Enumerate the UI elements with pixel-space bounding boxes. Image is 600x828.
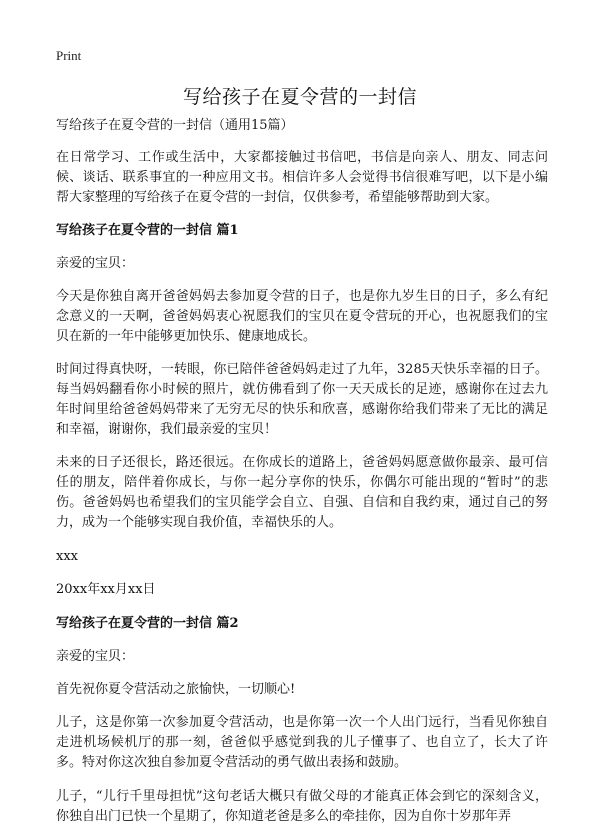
document-body [56, 116, 548, 827]
section-1-paragraph-2: 时间过得真快呀，一转眼，你已陪伴爸爸妈妈走过了九年，3285天快乐幸福的日子。每当妈妈翻看你小时候的照片，就仿佛看到了你一天天成长的足迹，感谢你在过去九年时间里给爸爸妈妈带来了无穷无尽的快乐和欣喜，感谢你给我们带来了无比的满足和幸福，谢谢你，我们最亲爱的宝贝！ [56, 362, 548, 437]
document-subtitle: 写给孩子在夏令营的一封信（通用15篇） [56, 118, 294, 133]
document-title: 写给孩子在夏令营的一封信 [182, 86, 417, 108]
section-1-greeting: 亲爱的宝贝： [56, 256, 135, 271]
section-2-paragraph-2: 儿子，这是你第一次参加夏令营活动，也是你第一次一个人出门远行，当看见你独自走进机场候机厅的那一刻，爸爸似乎感觉到我的儿子懂事了、也自立了，长大了许多。特对你这次独自参加夏令营活动的勇气做出表扬和鼓励。 [56, 715, 548, 770]
intro-paragraph: 在日常学习、工作或生活中，大家都接触过书信吧，书信是向亲人、朋友、同志问候、谈话、联系事宜的一种应用文书。相信许多人会觉得书信很难写吧，以下是小编帮大家整理的写给孩子在夏令营的一封信，仅供参考，希望能够帮助到大家。 [56, 150, 548, 205]
section-2-paragraph-3: 儿子，“儿行千里母担忧”这句老话大概只有做父母的才能真正体会到它的深刻含义，你独自出门已快一个星期了，你知道老爸是多么的牵挂你，因为自你十岁那年弄 [56, 789, 548, 824]
section-1-paragraph-1: 今天是你独自离开爸爸妈妈去参加夏令营的日子，也是你九岁生日的日子，多么有纪念意义的一天啊，爸爸妈妈衷心祝愿我们的宝贝在夏令营玩的开心，也祝愿我们的宝贝在新的一年中能够更加快乐、健康地成长。 [56, 289, 548, 344]
section-1-paragraph-3: 未来的日子还很长，路还很远。在你成长的道路上，爸爸妈妈愿意做你最亲、最可信任的朋友，陪伴着你成长，与你一起分享你的快乐，你偶尔可能出现的“暂时”的悲伤。爸爸妈妈也希望我们的宝贝能学会自立、自强、自信和自我约束，通过自己的努力，成为一个能够实现自我价值，幸福快乐的人。 [56, 455, 548, 530]
section-heading-1: 写给孩子在夏令营的一封信 篇1 [56, 223, 239, 238]
section-1-date: 20xx年xx月xx日 [56, 582, 156, 597]
section-2-greeting: 亲爱的宝贝： [56, 649, 135, 664]
section-heading-2: 写给孩子在夏令营的一封信 篇2 [56, 616, 239, 631]
section-2-paragraph-1: 首先祝你夏令营活动之旅愉快，一切顺心! [56, 682, 296, 697]
print-link[interactable]: Print [56, 48, 82, 63]
section-1-signature: xxx [56, 549, 78, 564]
